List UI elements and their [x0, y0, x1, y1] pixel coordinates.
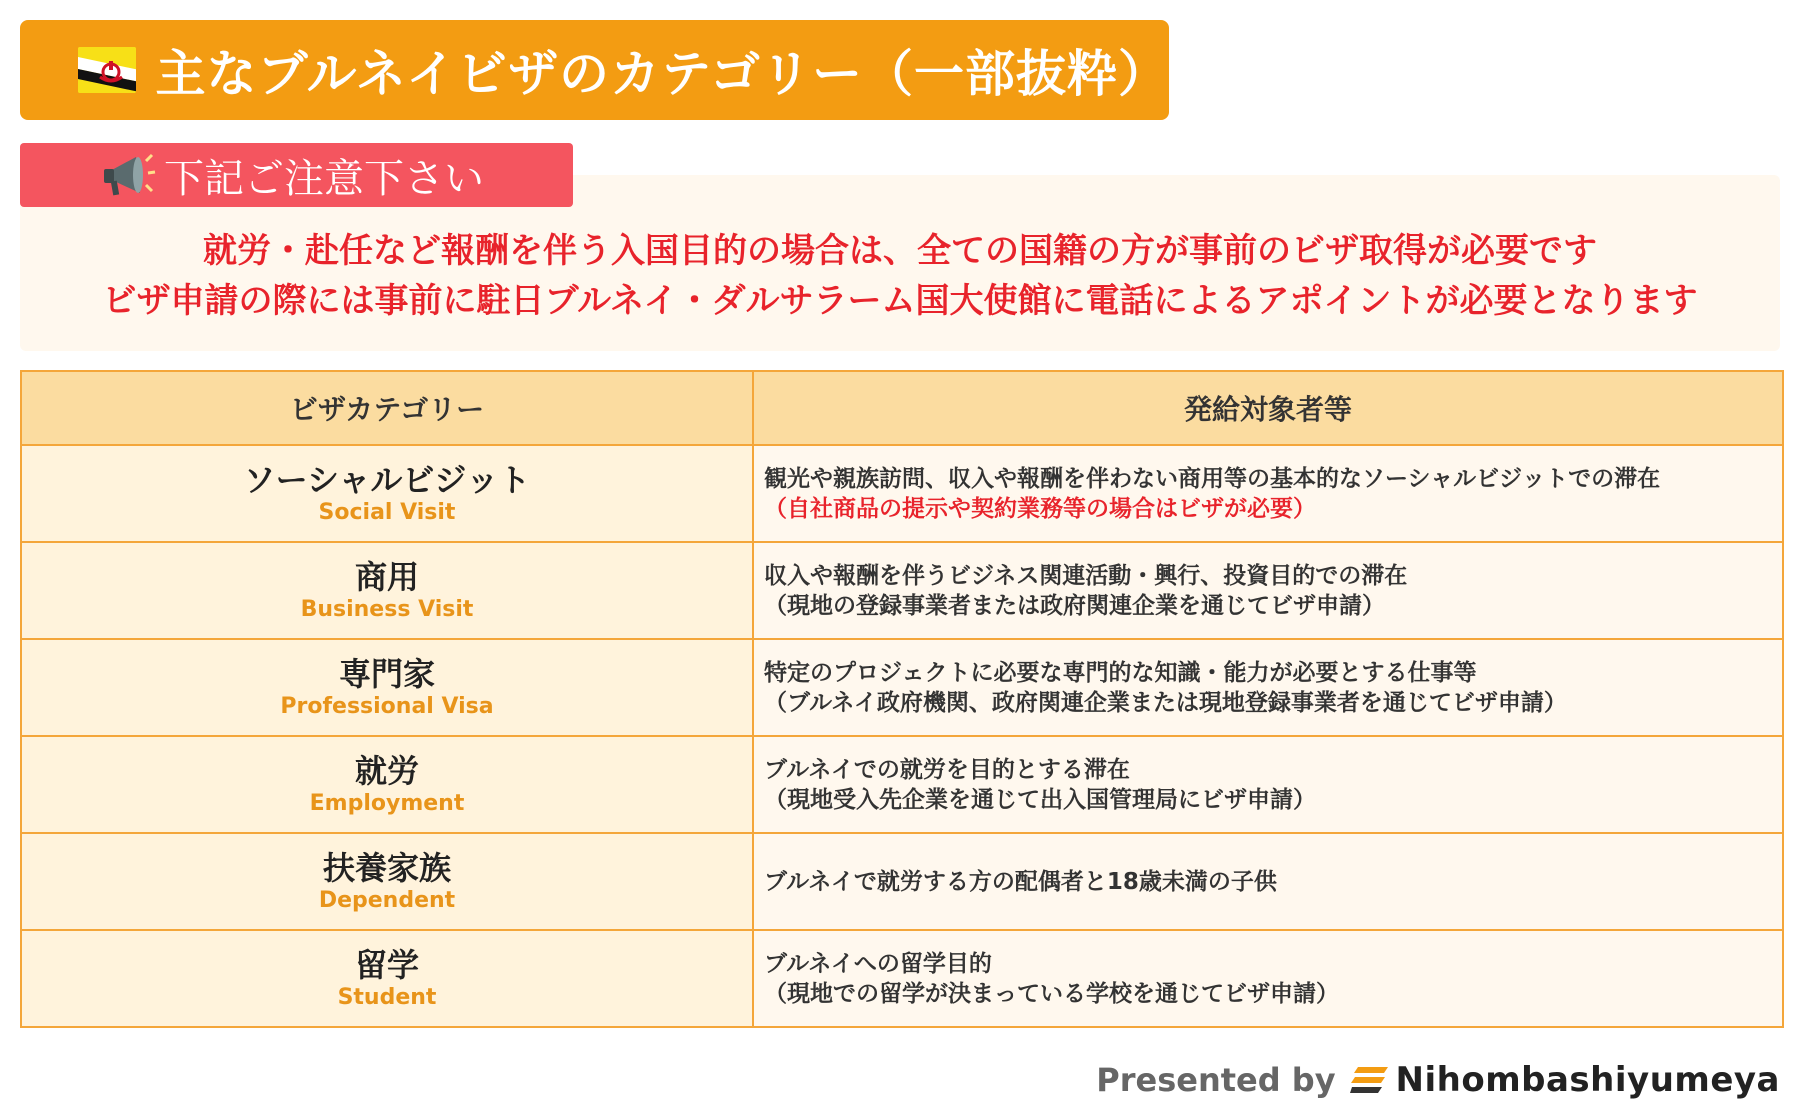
eligibility-line: ブルネイでの就労を目的とする滞在 [764, 756, 1130, 783]
category-name-jp: 留学 [354, 945, 419, 984]
table-row [21, 445, 1783, 542]
eligibility-note: （自社商品の提示や契約業務等の場合はビザが必要） [764, 495, 1316, 522]
eligibility-line: 収入や報酬を伴うビジネス関連活動・興行、投資目的での滞在 [764, 562, 1408, 589]
category-name-en: Business Visit [300, 596, 474, 622]
category-name-jp: 専門家 [338, 654, 435, 693]
table-row [21, 736, 1783, 833]
category-name-en: Professional Visa [280, 693, 494, 719]
footer-credit [1096, 1058, 1780, 1102]
eligibility-line: ブルネイで就労する方の配偶者と18歳未満の子供 [764, 868, 1277, 895]
eligibility-cell [753, 833, 1783, 930]
table-row [21, 930, 1783, 1027]
table-row [21, 542, 1783, 639]
eligibility-cell [753, 930, 1783, 1027]
brunei-flag-icon [78, 47, 136, 93]
category-name-en: Social Visit [318, 499, 456, 525]
category-name-en: Student [337, 984, 437, 1010]
table-header-row [21, 371, 1783, 445]
visa-category-table [20, 370, 1784, 1028]
notice-line: ビザ申請の際には事前に駐日ブルネイ・ダルサラーム国大使館に電話によるアポイントが必要となります [102, 281, 1698, 321]
eligibility-line: （現地受入先企業を通じて出入国管理局にビザ申請） [764, 786, 1316, 813]
column-header-category: ビザカテゴリー [21, 371, 753, 445]
eligibility-line: 観光や親族訪問、収入や報酬を伴わない商用等の基本的なソーシャルビジットでの滞在 [764, 465, 1661, 492]
category-name-jp: ソーシャルビジット [243, 460, 531, 499]
brand-name: Nihombashiyumeya [1395, 1060, 1780, 1100]
category-cell [21, 736, 753, 833]
category-name-en: Dependent [318, 887, 456, 913]
notice-tag-label: 下記ご注意下さい [164, 155, 484, 202]
presented-by-label: Presented by [1096, 1061, 1336, 1099]
category-cell [21, 930, 753, 1027]
title-banner [20, 20, 1169, 120]
nihombashiyumeya-logo-icon [1350, 1065, 1388, 1095]
notice-text [20, 226, 1780, 326]
eligibility-cell [753, 542, 1783, 639]
table-row [21, 639, 1783, 736]
notice-line: 就労・赴任など報酬を伴う入国目的の場合は、全ての国籍の方が事前のビザ取得が必要です [203, 231, 1597, 271]
category-name-jp: 就労 [354, 751, 419, 790]
notice-tag [20, 143, 573, 207]
eligibility-line: （ブルネイ政府機関、政府関連企業または現地登録事業者を通じてビザ申請） [764, 689, 1567, 716]
category-cell [21, 445, 753, 542]
category-name-en: Employment [309, 790, 465, 816]
eligibility-cell [753, 639, 1783, 736]
category-name-jp: 扶養家族 [322, 848, 451, 887]
page-title: 主なブルネイビザのカテゴリー（一部抜粋） [155, 45, 1169, 103]
category-cell [21, 639, 753, 736]
category-cell [21, 833, 753, 930]
eligibility-cell [753, 445, 1783, 542]
table-row [21, 833, 1783, 930]
column-header-eligibility: 発給対象者等 [753, 371, 1783, 445]
eligibility-cell [753, 736, 1783, 833]
eligibility-line: ブルネイへの留学目的 [764, 950, 992, 977]
category-name-jp: 商用 [354, 557, 419, 596]
eligibility-line: （現地での留学が決まっている学校を通じてビザ申請） [764, 980, 1339, 1007]
megaphone-icon [96, 145, 156, 205]
eligibility-line: 特定のプロジェクトに必要な専門的な知識・能力が必要とする仕事等 [764, 659, 1477, 686]
category-cell [21, 542, 753, 639]
eligibility-line: （現地の登録事業者または政府関連企業を通じてビザ申請） [764, 592, 1385, 619]
